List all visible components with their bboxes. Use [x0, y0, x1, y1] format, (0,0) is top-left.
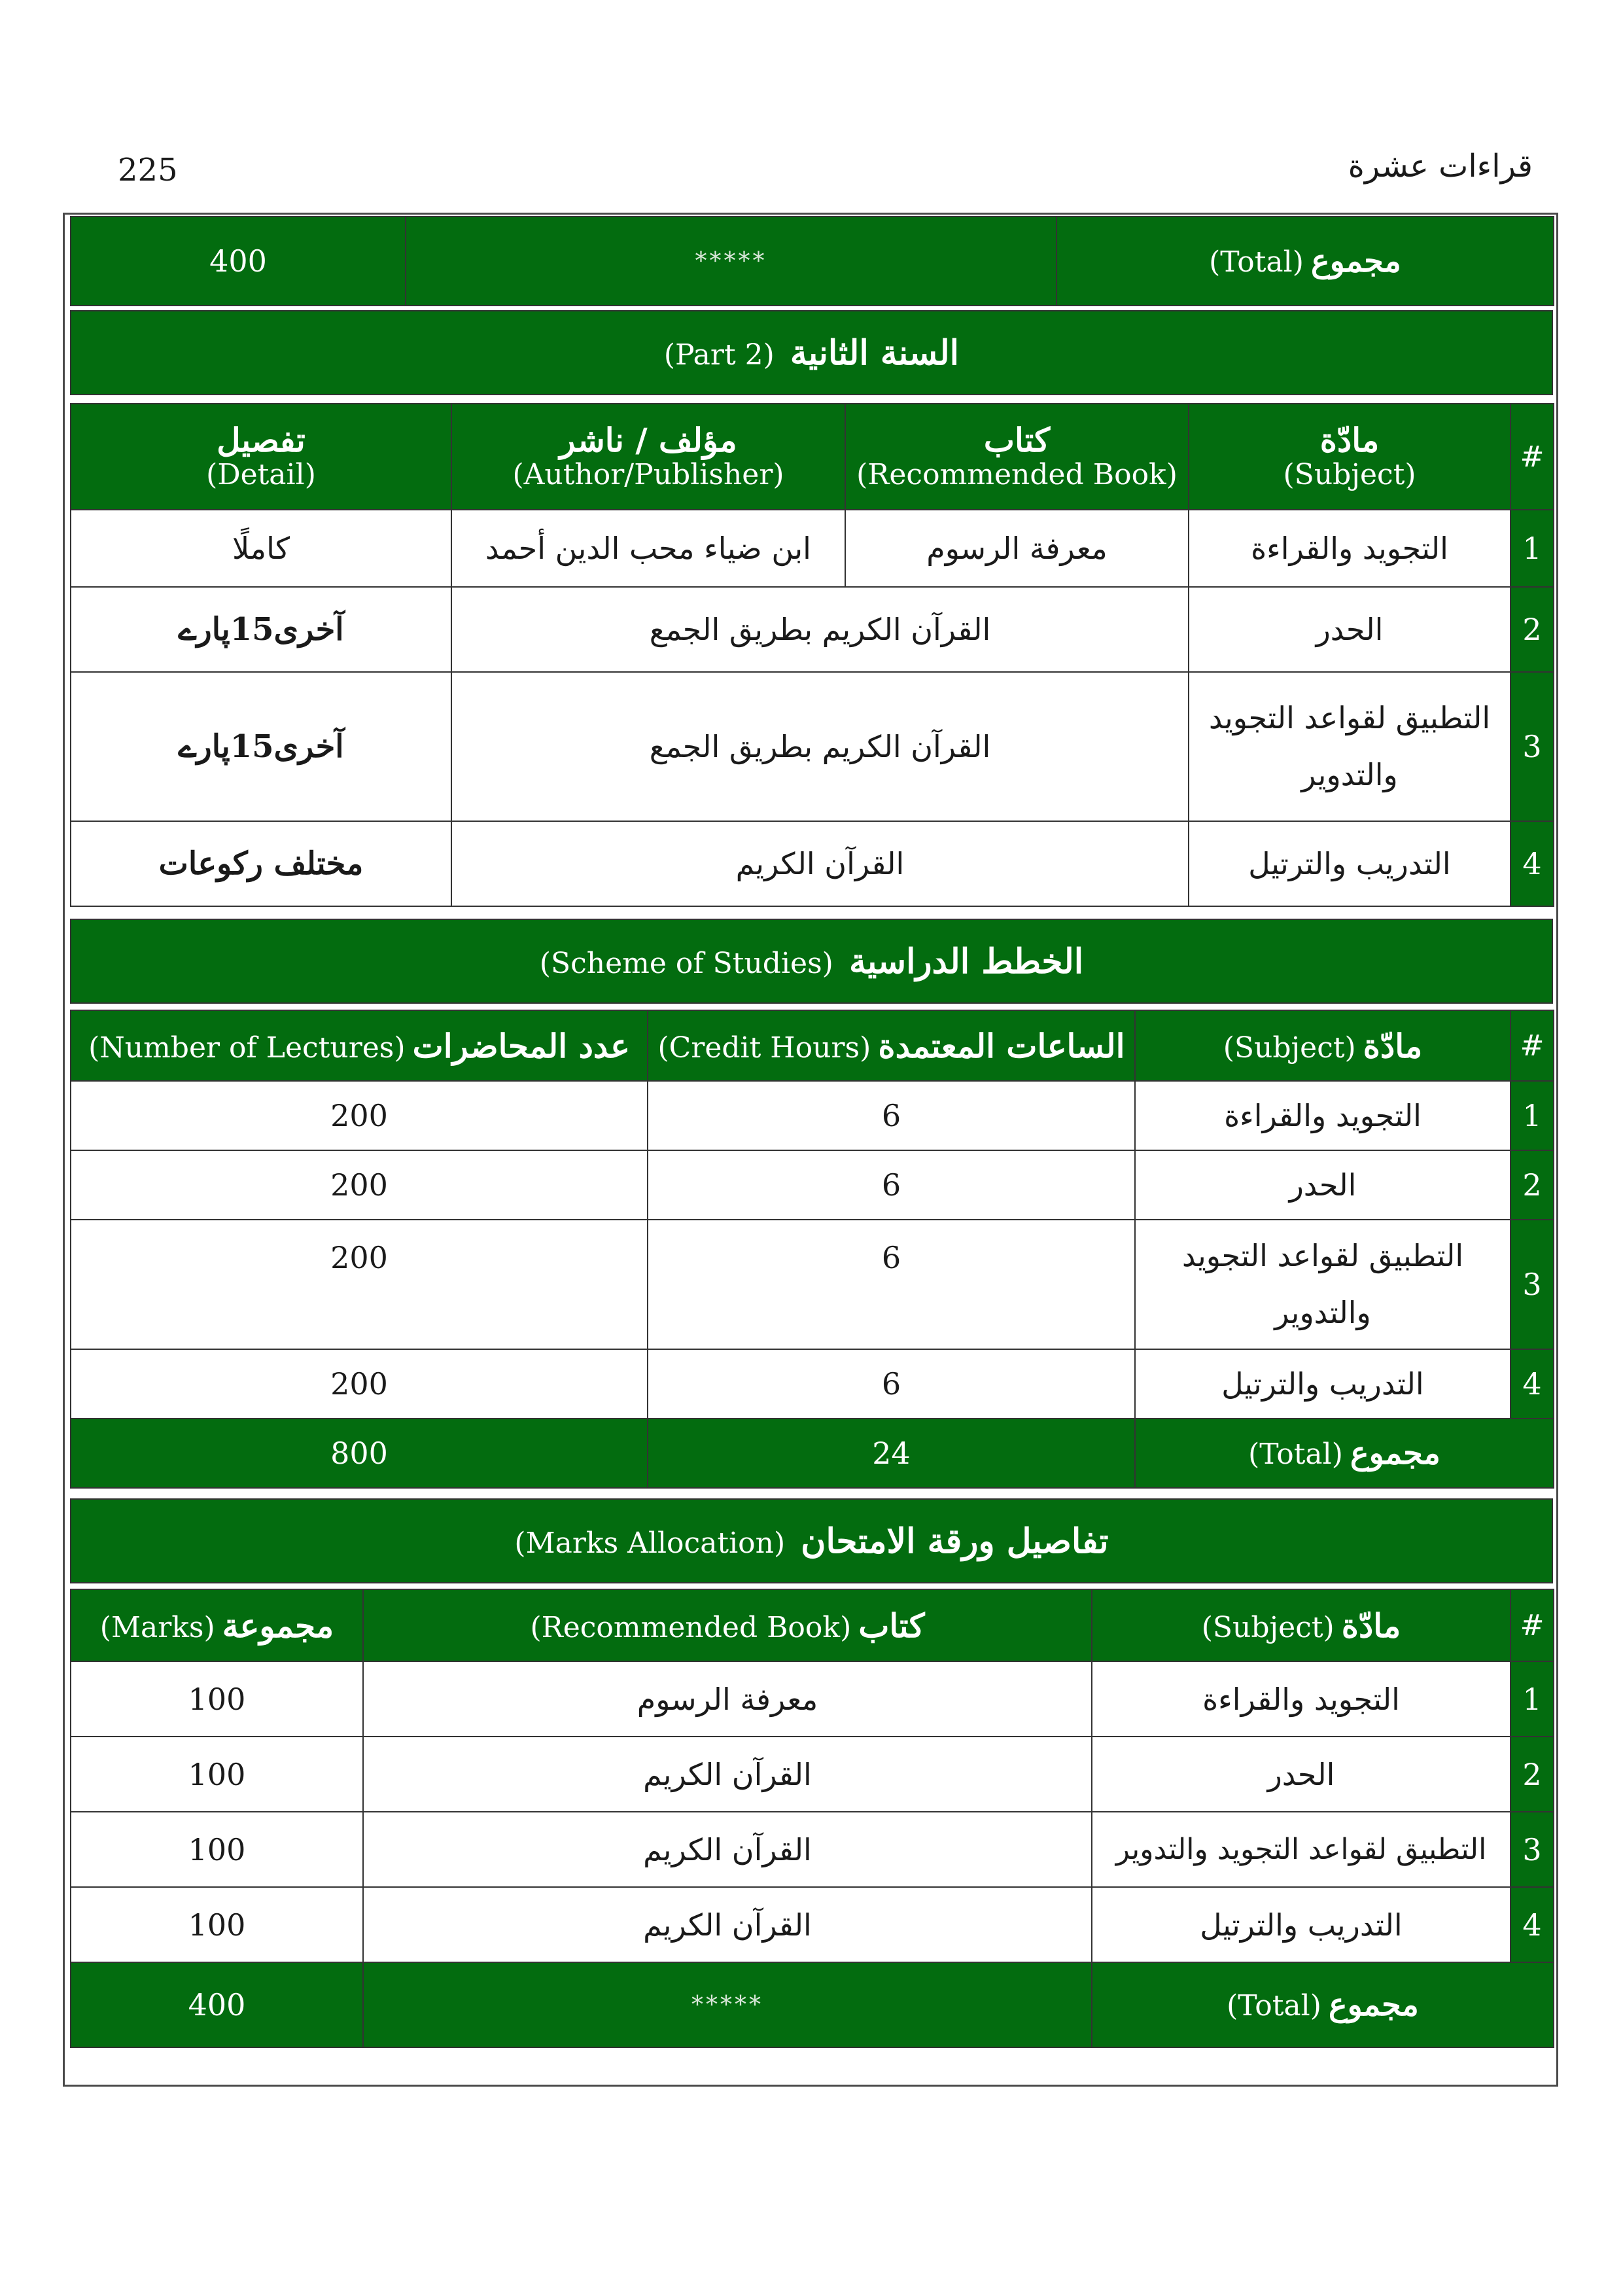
row-subject: التدريب والترتيل: [1189, 821, 1510, 906]
table-row: [71, 1150, 1554, 1220]
col-detail: تفصيل (Detail): [71, 404, 451, 510]
table-header: [71, 1010, 1554, 1081]
scheme-table: [70, 1010, 1554, 1489]
total-placeholder: *****: [363, 1962, 1092, 2047]
col-subject: مادّة (Subject): [1135, 1010, 1510, 1081]
row-book: القرآن الكريم: [363, 1812, 1092, 1887]
col-lectures: عدد المحاضرات (Number of Lectures): [71, 1010, 648, 1081]
row-index: 2: [1510, 587, 1554, 672]
row-book: معرفة الرسوم: [363, 1661, 1092, 1737]
total-row: [71, 1419, 1554, 1488]
running-head: قراءات عشرة: [1348, 148, 1533, 185]
page-number: 225: [118, 152, 178, 188]
row-detail: مختلف رکوعات: [71, 821, 451, 906]
marks-table: [70, 1589, 1554, 2048]
row-subject: الحدر: [1092, 1737, 1510, 1812]
row-detail: كاملًا: [71, 510, 451, 587]
row-marks: 100: [71, 1661, 363, 1737]
col-marks: مجموعة (Marks): [71, 1589, 363, 1661]
row-subject: التجويد والقراءة: [1092, 1661, 1510, 1737]
col-index: #: [1510, 1010, 1554, 1081]
row-marks: 100: [71, 1737, 363, 1812]
table-row: [71, 1737, 1554, 1812]
row-index: 4: [1510, 821, 1554, 906]
total-placeholder: *****: [406, 217, 1056, 306]
table-row: [71, 1661, 1554, 1737]
table-row: [71, 587, 1554, 672]
row-marks: 100: [71, 1812, 363, 1887]
scheme-title-table: [70, 919, 1553, 1004]
row-credit: 6: [648, 1220, 1135, 1349]
row-index: 2: [1510, 1737, 1554, 1812]
row-index: 2: [1510, 1150, 1554, 1220]
part2-title: السنة الثانية (Part 2): [71, 311, 1552, 395]
table-row: [71, 821, 1554, 906]
row-book-author: القرآن الكريم بطريق الجمع: [451, 672, 1189, 821]
part2-title-table: [70, 310, 1553, 395]
row-subject: التجويد والقراءة: [1189, 510, 1510, 587]
col-book: كتاب (Recommended Book): [363, 1589, 1092, 1661]
total-value: 400: [71, 1962, 363, 2047]
table-header: [71, 1589, 1554, 1661]
row-index: 1: [1510, 1661, 1554, 1737]
row-index: 3: [1510, 672, 1554, 821]
row-lectures: 200: [71, 1150, 648, 1220]
total-credit: 24: [648, 1419, 1135, 1488]
row-detail: آخری15پارے: [71, 587, 451, 672]
table-header: [71, 404, 1554, 510]
total-label: مجموع (Total): [1092, 1962, 1554, 2047]
table-row: [71, 1220, 1554, 1349]
table-row: [71, 1887, 1554, 1962]
row-subject: التطبيق لقواعد التجويد والتدوير: [1189, 672, 1510, 821]
row-subject: التدريب والترتيل: [1092, 1887, 1510, 1962]
col-book: كتاب (Recommended Book): [845, 404, 1189, 510]
row-lectures: 200: [71, 1081, 648, 1150]
table-row: [71, 672, 1554, 821]
marks-title: تفاصيل ورقة الامتحان (Marks Allocation): [71, 1499, 1552, 1583]
row-credit: 6: [648, 1349, 1135, 1419]
total-label: مجموع (Total): [1056, 217, 1554, 306]
row-index: 3: [1510, 1812, 1554, 1887]
table-row: [71, 1349, 1554, 1419]
table-row: [71, 1081, 1554, 1150]
row-subject: التطبيق لقواعد التجويد والتدوير: [1135, 1220, 1510, 1349]
part1-total-table: [70, 216, 1554, 306]
row-credit: 6: [648, 1150, 1135, 1220]
row-marks: 100: [71, 1887, 363, 1962]
row-subject: التجويد والقراءة: [1135, 1081, 1510, 1150]
row-subject: التدريب والترتيل: [1135, 1349, 1510, 1419]
total-row: [71, 1962, 1554, 2047]
table-row: [71, 510, 1554, 587]
total-row: [71, 217, 1554, 306]
table-row: [71, 1812, 1554, 1887]
row-index: 4: [1510, 1349, 1554, 1419]
row-detail: آخری15پارے: [71, 672, 451, 821]
marks-title-table: [70, 1498, 1553, 1583]
total-lectures: 800: [71, 1419, 648, 1488]
row-book-author: القرآن الكريم: [451, 821, 1189, 906]
row-book: القرآن الكريم: [363, 1737, 1092, 1812]
row-lectures: 200: [71, 1220, 648, 1349]
row-lectures: 200: [71, 1349, 648, 1419]
col-author: مؤلف / ناشر (Author/Publisher): [451, 404, 845, 510]
row-subject: التطبيق لقواعد التجويد والتدوير: [1092, 1812, 1510, 1887]
col-index: #: [1510, 404, 1554, 510]
row-book: معرفة الرسوم: [845, 510, 1189, 587]
row-index: 4: [1510, 1887, 1554, 1962]
row-index: 1: [1510, 1081, 1554, 1150]
part2-books-table: [70, 403, 1554, 907]
row-credit: 6: [648, 1081, 1135, 1150]
row-index: 3: [1510, 1220, 1554, 1349]
total-label: مجموع (Total): [1135, 1419, 1554, 1488]
col-credit-hours: الساعات المعتمدة (Credit Hours): [648, 1010, 1135, 1081]
row-book: القرآن الكريم: [363, 1887, 1092, 1962]
col-subject: مادّة (Subject): [1092, 1589, 1510, 1661]
row-author: ابن ضياء محب الدين أحمد: [451, 510, 845, 587]
scheme-title: الخطط الدراسية (Scheme of Studies): [71, 919, 1552, 1003]
col-index: #: [1510, 1589, 1554, 1661]
row-book-author: القرآن الكريم بطريق الجمع: [451, 587, 1189, 672]
row-index: 1: [1510, 510, 1554, 587]
col-subject: مادّة (Subject): [1189, 404, 1510, 510]
row-subject: الحدر: [1135, 1150, 1510, 1220]
total-value: 400: [71, 217, 406, 306]
row-subject: الحدر: [1189, 587, 1510, 672]
